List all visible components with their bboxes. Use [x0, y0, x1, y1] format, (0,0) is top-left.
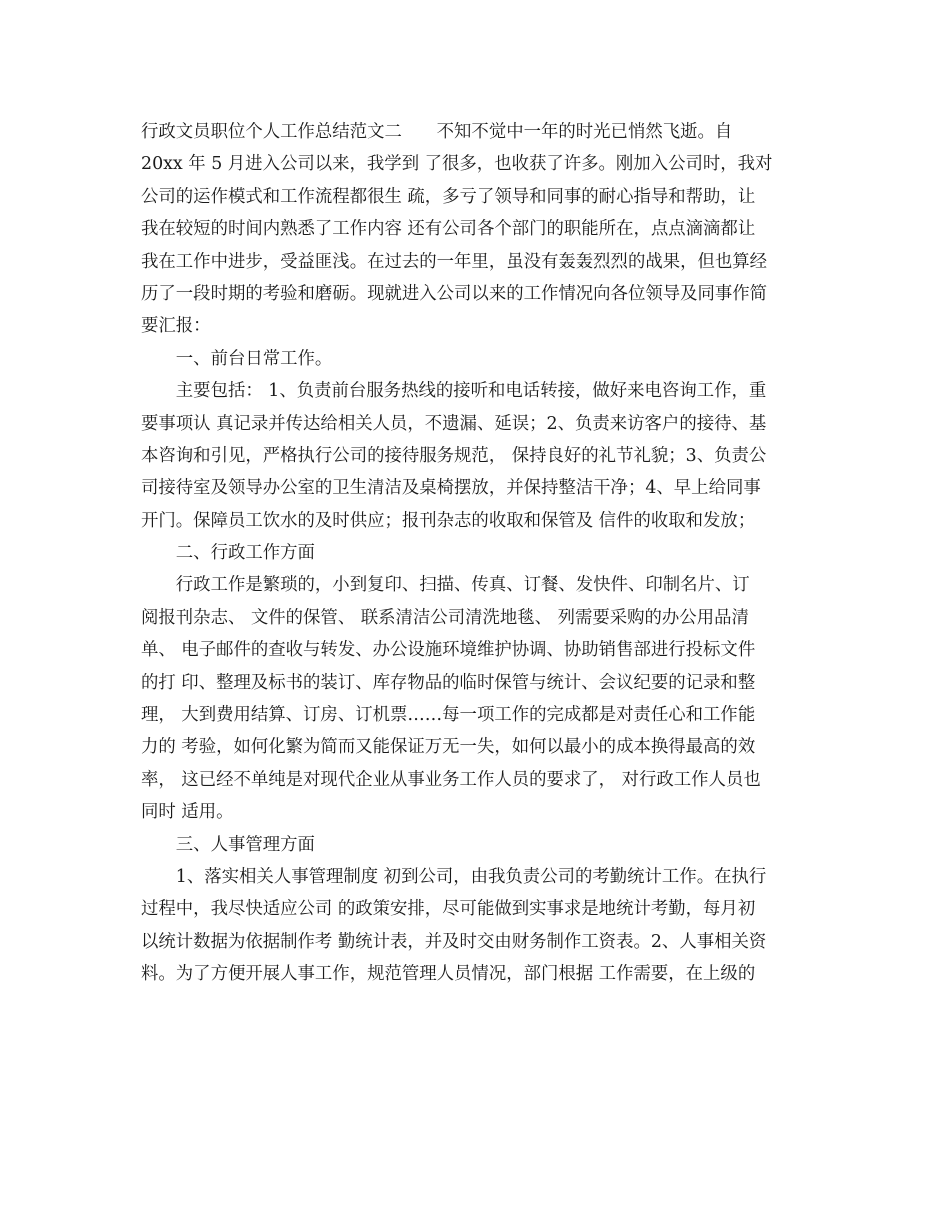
text-line: 率， 这已经不单纯是对现代企业从事业务工作人员的要求了， 对行政工作人员也 [141, 769, 761, 790]
text-line: 同时 适用。 [141, 802, 234, 823]
text-line: 本咨询和引见，严格执行公司的接待服务规范， 保持良好的礼节礼貌；3、负责公 [141, 445, 767, 466]
text-line: 历了一段时期的考验和磨砺。现就进入公司以来的工作情况向各位领导及同事作简 [141, 283, 768, 304]
text-line: 要汇报： [141, 316, 211, 337]
text-line: 主要包括： 1、负责前台服务热线的接听和电话转接，做好来电咨询工作，重 [141, 381, 767, 402]
text-line: 行政文员职位个人工作总结范文二 不知不觉中一年的时光已悄然飞逝。自 [141, 122, 733, 142]
text-line: 料。为了方便开展人事工作，规范管理人员情况，部门根据 工作需要，在上级的 [141, 964, 756, 985]
text-line: 我在较短的时间内熟悉了工作内容 还有公司各个部门的职能所在，点点滴滴都让 [141, 219, 756, 240]
text-line: 要事项认 真记录并传达给相关人员，不遗漏、延误；2、负责来访客户的接待、基 [141, 413, 767, 434]
text-line: 行政工作是繁琐的，小到复印、扫描、传真、订餐、发快件、印制名片、订 [141, 575, 750, 596]
text-line: 单、 电子邮件的查收与转发、办公设施环境维护协调、协助销售部进行投标文件 [141, 640, 756, 661]
text-line: 的打 印、整理及标书的装订、库存物品的临时保管与统计、会议纪要的记录和整 [141, 672, 756, 693]
text-line: 20xx 年 5 月进入公司以来，我学到 了很多，也收获了许多。刚加入公司时，我对 [141, 154, 773, 175]
text-line: 开门。保障员工饮水的及时供应；报刊杂志的收取和保管及 信件的收取和发放； [141, 510, 756, 531]
text-line: 力的 考验，如何化繁为简而又能保证万无一失，如何以最小的成本换得最高的效 [141, 737, 756, 758]
text-line: 1、落实相关人事管理制度 初到公司，由我负责公司的考勤统计工作。在执行 [141, 866, 767, 887]
text-line: 阅报刊杂志、 文件的保管、 联系清洁公司清洗地毯、 列需要采购的办公用品清 [141, 607, 749, 628]
text-line: 过程中，我尽快适应公司 的政策安排，尽可能做到实事求是地统计考勤，每月初 [141, 899, 756, 920]
text-line: 公司的运作模式和工作流程都很生 疏，多亏了领导和同事的耐心指导和帮助，让 [141, 186, 756, 207]
section-heading: 一、前台日常工作。 [141, 348, 333, 369]
text-line: 以统计数据为依据制作考 勤统计表，并及时交由财务制作工资表。2、人事相关资 [141, 931, 767, 952]
document-body [141, 116, 811, 991]
text-line: 我在工作中进步，受益匪浅。在过去的一年里，虽没有轰轰烈烈的战果，但也算经 [141, 251, 768, 272]
section-heading: 三、人事管理方面 [141, 834, 315, 855]
section-heading: 二、行政工作方面 [141, 543, 315, 564]
text-line: 司接待室及领导办公室的卫生清洁及桌椅摆放，并保持整洁干净；4、早上给同事 [141, 478, 761, 499]
text-line: 理， 大到费用结算、订房、订机票……每一项工作的完成都是对责任心和工作能 [141, 705, 756, 726]
